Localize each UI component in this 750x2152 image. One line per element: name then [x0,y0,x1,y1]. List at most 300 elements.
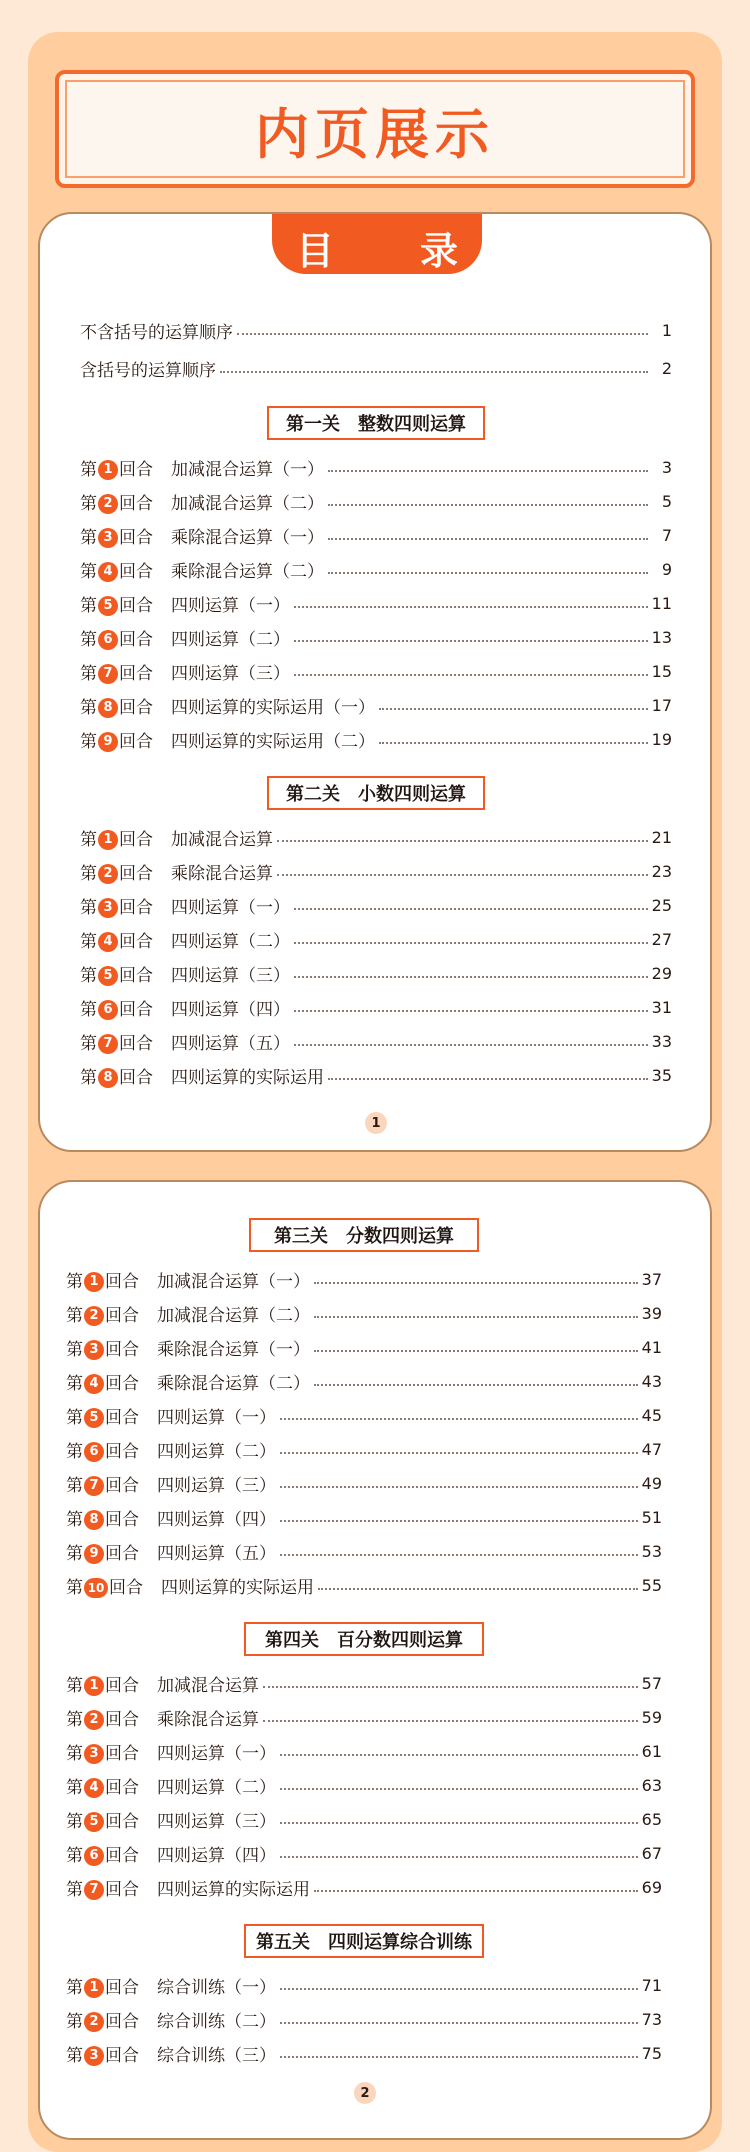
entry-page-number: 11 [651,593,672,613]
round-prefix: 第 [66,1543,83,1564]
round-number-badge: 2 [84,2012,104,2032]
round-label [80,961,153,986]
round-number-badge: 1 [84,1978,104,1998]
entry-title: 乘除混合运算（一） [157,1339,310,1360]
entry-page-number: 65 [641,1809,662,1829]
entry-title: 四则运算（一） [171,897,290,918]
round-number-badge: 4 [98,562,118,582]
round-prefix: 第 [66,1845,83,1866]
toc-entry [80,488,672,514]
entry-title: 四则运算（三） [157,1475,276,1496]
dot-leader [328,538,648,540]
entry-page-number: 41 [641,1337,662,1357]
entry-title: 四则运算（三） [171,965,290,986]
round-number-badge: 2 [98,864,118,884]
round-suffix: 回合 [105,1743,139,1764]
section-heading [244,1924,484,1958]
entry-page-number: 35 [651,1065,672,1085]
entry-title: 加减混合运算（二） [157,1305,310,1326]
entry-page-number: 67 [641,1843,662,1863]
round-suffix: 回合 [105,1543,139,1564]
entry-title: 加减混合运算 [157,1675,259,1696]
round-label [80,557,153,582]
toc-entry [80,1028,672,1054]
entry-page-number: 37 [641,1269,662,1289]
round-number-badge: 7 [98,664,118,684]
round-number-badge: 1 [84,1272,104,1292]
round-label [66,1973,139,1998]
entry-page-number: 3 [661,457,672,477]
page-number-badge: 1 [365,1112,387,1134]
toc-entry [80,858,672,884]
entry-title: 乘除混合运算 [157,1709,259,1730]
round-label [66,2041,139,2066]
round-label [66,1301,139,1326]
toc-entry [66,1972,662,1998]
round-prefix: 第 [66,1577,83,1598]
round-number-badge: 9 [84,1544,104,1564]
round-number-badge: 5 [84,1812,104,1832]
round-prefix: 第 [80,965,97,986]
entry-title: 四则运算（一） [157,1743,276,1764]
entry-title: 乘除混合运算（一） [171,527,324,548]
round-suffix: 回合 [105,1879,139,1900]
toc-entry [66,2040,662,2066]
dot-leader [280,1418,638,1420]
entry-page-number: 2 [661,358,672,378]
section-heading-label: 第五关 四则运算综合训练 [256,1932,472,1953]
round-prefix: 第 [66,1777,83,1798]
toc-heading-tab [272,214,482,274]
entry-title: 四则运算的实际运用 [171,1067,324,1088]
dot-leader [280,2022,638,2024]
round-label [66,1539,139,1564]
round-prefix: 第 [80,459,97,480]
entry-page-number: 61 [641,1741,662,1761]
round-suffix: 回合 [105,1709,139,1730]
round-label [80,591,153,616]
round-number-badge: 4 [98,932,118,952]
round-label [80,625,153,650]
toc-entry [66,1266,662,1292]
round-suffix: 回合 [105,1339,139,1360]
round-label [66,1841,139,1866]
entry-title: 加减混合运算（一） [171,459,324,480]
round-suffix: 回合 [105,1305,139,1326]
round-prefix: 第 [66,1271,83,1292]
round-suffix: 回合 [119,931,153,952]
round-suffix: 回合 [105,1811,139,1832]
round-prefix: 第 [80,493,97,514]
round-number-badge: 3 [98,528,118,548]
entry-title: 四则运算（二） [157,1441,276,1462]
section-heading [249,1218,479,1252]
round-suffix: 回合 [119,897,153,918]
entry-title: 综合训练（三） [157,2045,276,2066]
toc-entry [80,994,672,1020]
entry-page-number: 23 [651,861,672,881]
round-label [66,1739,139,1764]
entry-page-number: 1 [661,320,672,340]
entry-page-number: 57 [641,1673,662,1693]
round-number-badge: 5 [98,596,118,616]
toc-entry [66,1670,662,1696]
entry-page-number: 39 [641,1303,662,1323]
toc-page-2 [38,1180,712,2140]
entry-title: 四则运算的实际运用（二） [171,731,375,752]
section-heading [267,776,485,810]
entry-page-number: 51 [641,1507,662,1527]
entry-page-number: 71 [641,1975,662,1995]
dot-leader [294,1010,648,1012]
round-prefix: 第 [66,1675,83,1696]
round-number-badge: 1 [84,1676,104,1696]
entry-title: 加减混合运算 [171,829,273,850]
dot-leader [294,976,648,978]
dot-leader [379,742,648,744]
round-prefix: 第 [80,897,97,918]
round-suffix: 回合 [105,1977,139,1998]
dot-leader [277,840,648,842]
round-number-badge: 7 [84,1880,104,1900]
round-prefix: 第 [80,829,97,850]
round-prefix: 第 [80,931,97,952]
round-prefix: 第 [66,2011,83,2032]
dot-leader [220,371,648,373]
toc-entry [66,1402,662,1428]
toc-entry [66,1572,662,1598]
round-suffix: 回合 [119,1067,153,1088]
round-label [80,727,153,752]
toc-entry [80,522,672,548]
round-prefix: 第 [80,595,97,616]
round-prefix: 第 [66,1879,83,1900]
entry-page-number: 63 [641,1775,662,1795]
round-number-badge: 3 [84,1744,104,1764]
entry-page-number: 17 [651,695,672,715]
round-label [80,893,153,918]
dot-leader [280,1988,638,1990]
round-label [66,1335,139,1360]
round-number-badge: 1 [98,460,118,480]
round-number-badge: 9 [98,732,118,752]
entry-title: 四则运算（三） [171,663,290,684]
entry-title: 四则运算的实际运用（一） [171,697,375,718]
entry-title: 四则运算（四） [157,1509,276,1530]
round-suffix: 回合 [119,629,153,650]
round-label [80,523,153,548]
entry-title: 四则运算（二） [157,1777,276,1798]
round-label [80,1029,153,1054]
dot-leader [280,2056,638,2058]
round-number-badge: 6 [84,1442,104,1462]
round-number-badge: 2 [98,494,118,514]
dot-leader [280,1520,638,1522]
entry-page-number: 73 [641,2009,662,2029]
round-suffix: 回合 [119,459,153,480]
toc-entry [80,926,672,952]
section-heading-label: 第一关 整数四则运算 [286,414,466,435]
round-number-badge: 8 [98,1068,118,1088]
toc-entry [66,1368,662,1394]
round-number-badge: 6 [84,1846,104,1866]
round-label [66,1403,139,1428]
toc-entry [80,692,672,718]
dot-leader [263,1686,638,1688]
round-suffix: 回合 [105,1509,139,1530]
round-prefix: 第 [80,1033,97,1054]
round-label [66,1705,139,1730]
dot-leader [280,1822,638,1824]
entry-page-number: 47 [641,1439,662,1459]
round-prefix: 第 [66,1475,83,1496]
dot-leader [280,1788,638,1790]
round-prefix: 第 [66,1743,83,1764]
round-number-badge: 7 [84,1476,104,1496]
round-suffix: 回合 [119,595,153,616]
toc-entry [66,1738,662,1764]
round-prefix: 第 [66,1441,83,1462]
round-prefix: 第 [80,527,97,548]
section-heading-label: 第二关 小数四则运算 [286,784,466,805]
section-heading-label: 第四关 百分数四则运算 [265,1630,463,1651]
round-suffix: 回合 [119,561,153,582]
round-label [80,859,153,884]
round-suffix: 回合 [105,1475,139,1496]
dot-leader [294,908,648,910]
entry-page-number: 31 [651,997,672,1017]
round-number-badge: 3 [84,2046,104,2066]
entry-page-number: 15 [651,661,672,681]
toc-entry [66,1470,662,1496]
entry-title: 四则运算（三） [157,1811,276,1832]
entry-page-number: 75 [641,2043,662,2063]
dot-leader [314,1316,638,1318]
entry-title: 加减混合运算（二） [171,493,324,514]
round-prefix: 第 [80,697,97,718]
round-number-badge: 5 [84,1408,104,1428]
round-suffix: 回合 [119,731,153,752]
dot-leader [280,1856,638,1858]
round-suffix: 回合 [119,863,153,884]
toc-entry [80,556,672,582]
round-number-badge: 6 [98,1000,118,1020]
round-label [66,1671,139,1696]
round-label [80,825,153,850]
dot-leader [379,708,648,710]
entry-page-number: 69 [641,1877,662,1897]
entry-title: 四则运算（五） [171,1033,290,1054]
round-prefix: 第 [66,1373,83,1394]
round-label [66,1505,139,1530]
round-number-badge: 2 [84,1306,104,1326]
round-suffix: 回合 [119,999,153,1020]
toc-entry [80,824,672,850]
round-label [66,1875,139,1900]
round-suffix: 回合 [119,1033,153,1054]
round-suffix: 回合 [119,493,153,514]
entry-page-number: 29 [651,963,672,983]
entry-title: 含括号的运算顺序 [80,360,216,381]
round-suffix: 回合 [105,1271,139,1292]
toc-entry [66,1334,662,1360]
round-label [66,1369,139,1394]
round-prefix: 第 [66,1709,83,1730]
entry-title: 四则运算的实际运用 [161,1577,314,1598]
entry-title: 四则运算（四） [171,999,290,1020]
round-number-badge: 8 [84,1510,104,1530]
round-label [66,1573,143,1598]
round-label [80,659,153,684]
entry-title: 乘除混合运算（二） [157,1373,310,1394]
round-number-badge: 10 [84,1578,108,1598]
toc-entry [66,1704,662,1730]
dot-leader [328,504,648,506]
round-suffix: 回合 [105,1675,139,1696]
round-suffix: 回合 [105,1373,139,1394]
toc-entry [80,454,672,480]
round-label [66,1437,139,1462]
round-number-badge: 1 [98,830,118,850]
toc-entry [80,892,672,918]
round-number-badge: 3 [98,898,118,918]
entry-page-number: 55 [641,1575,662,1595]
dot-leader [280,1486,638,1488]
round-label [80,693,153,718]
round-label [66,1471,139,1496]
round-label [66,1807,139,1832]
round-label [66,2007,139,2032]
round-suffix: 回合 [119,829,153,850]
toc-entry [66,1874,662,1900]
round-number-badge: 7 [98,1034,118,1054]
entry-page-number: 7 [661,525,672,545]
toc-entry [80,658,672,684]
toc-entry [66,1806,662,1832]
dot-leader [328,572,648,574]
entry-title: 综合训练（二） [157,2011,276,2032]
round-suffix: 回合 [105,1845,139,1866]
round-number-badge: 4 [84,1374,104,1394]
round-label [66,1267,139,1292]
round-prefix: 第 [80,629,97,650]
entry-page-number: 45 [641,1405,662,1425]
entry-title: 综合训练（一） [157,1977,276,1998]
toc-entry [80,960,672,986]
round-suffix: 回合 [105,2011,139,2032]
round-number-badge: 5 [98,966,118,986]
round-prefix: 第 [80,999,97,1020]
toc-entry [66,1840,662,1866]
entry-page-number: 19 [651,729,672,749]
dot-leader [294,942,648,944]
entry-title: 不含括号的运算顺序 [80,322,233,343]
dot-leader [277,874,648,876]
dot-leader [314,1384,638,1386]
dot-leader [294,1044,648,1046]
dot-leader [314,1282,638,1284]
entry-title: 四则运算（一） [171,595,290,616]
entry-page-number: 13 [651,627,672,647]
round-suffix: 回合 [119,965,153,986]
toc-entry [66,1538,662,1564]
round-number-badge: 2 [84,1710,104,1730]
dot-leader [294,674,648,676]
round-suffix: 回合 [105,1441,139,1462]
dot-leader [280,1554,638,1556]
entry-title: 乘除混合运算（二） [171,561,324,582]
round-label [80,455,153,480]
toc-entry [66,1504,662,1530]
round-label [80,995,153,1020]
dot-leader [294,640,648,642]
toc-entry [66,1300,662,1326]
round-suffix: 回合 [105,1407,139,1428]
round-label [80,489,153,514]
toc-entry [80,355,672,381]
toc-entry [80,624,672,650]
round-prefix: 第 [80,561,97,582]
dot-leader [314,1350,638,1352]
entry-title: 乘除混合运算 [171,863,273,884]
round-prefix: 第 [80,731,97,752]
entry-page-number: 53 [641,1541,662,1561]
round-prefix: 第 [66,1509,83,1530]
dot-leader [280,1754,638,1756]
round-label [66,1773,139,1798]
round-suffix: 回合 [105,1777,139,1798]
dot-leader [328,470,648,472]
round-prefix: 第 [66,1407,83,1428]
round-label [80,927,153,952]
section-heading [267,406,485,440]
toc-entry [80,317,672,343]
toc-entry [80,726,672,752]
toc-entry [80,590,672,616]
toc-entry [80,1062,672,1088]
entry-page-number: 59 [641,1707,662,1727]
entry-page-number: 33 [651,1031,672,1051]
section-heading [244,1622,484,1656]
dot-leader [314,1890,638,1892]
round-suffix: 回合 [119,697,153,718]
round-suffix: 回合 [119,663,153,684]
entry-page-number: 9 [661,559,672,579]
toc-entry [66,1436,662,1462]
round-suffix: 回合 [119,527,153,548]
dot-leader [318,1588,638,1590]
round-prefix: 第 [80,663,97,684]
entry-title: 四则运算（四） [157,1845,276,1866]
section-heading-label: 第三关 分数四则运算 [274,1226,454,1247]
round-prefix: 第 [66,1811,83,1832]
round-number-badge: 4 [84,1778,104,1798]
round-prefix: 第 [66,1339,83,1360]
round-number-badge: 3 [84,1340,104,1360]
dot-leader [237,333,648,335]
round-number-badge: 6 [98,630,118,650]
toc-heading: 目 录 [296,229,483,273]
entry-title: 四则运算（二） [171,931,290,952]
page-title: 内页展示 [255,103,495,166]
round-label [80,1063,153,1088]
dot-leader [263,1720,638,1722]
entry-title: 四则运算（一） [157,1407,276,1428]
entry-title: 四则运算（五） [157,1543,276,1564]
entry-page-number: 27 [651,929,672,949]
toc-entry [66,2006,662,2032]
round-number-badge: 8 [98,698,118,718]
